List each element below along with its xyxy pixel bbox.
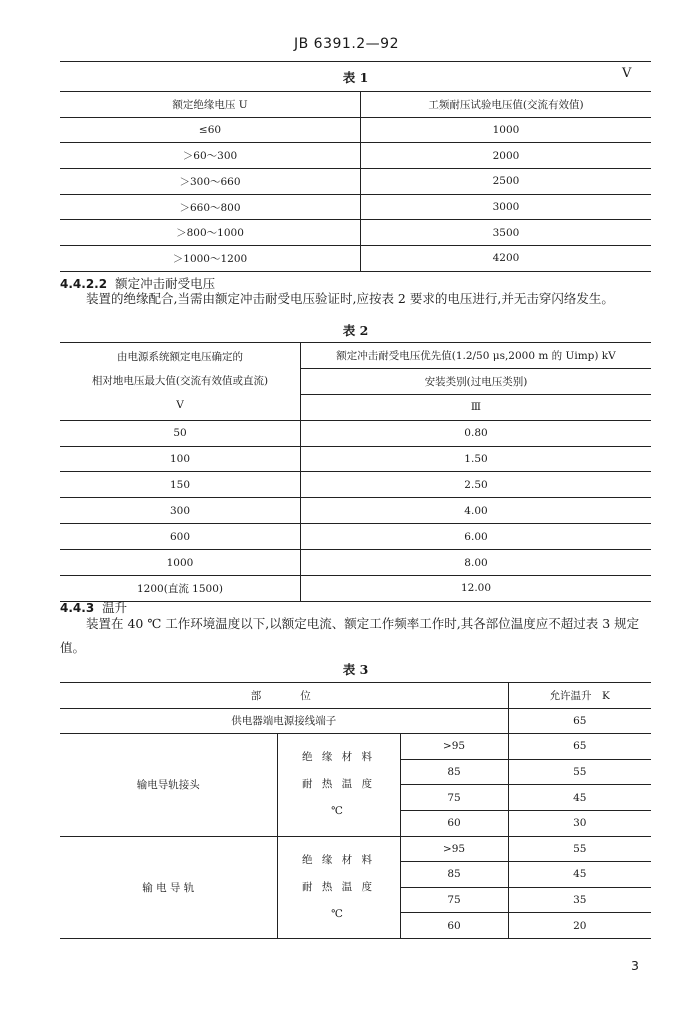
section-443-text: 装置在 40 ℃ 工作环境温度以下,以额定电流、额定工作频率工作时,其各部位温度应不超过表 3 规定值。 <box>60 616 640 655</box>
material-line: ℃ <box>331 907 346 920</box>
header-rule <box>60 61 651 62</box>
table2-header-impulse: 额定冲击耐受电压优先值(1.2/50 μs,2000 m 的 Uimp) kV <box>301 343 652 369</box>
table-row <box>60 143 651 169</box>
table-cell: ＞1000～1200 <box>60 246 361 272</box>
section-title: 温升 <box>102 600 128 615</box>
table-cell: 75 <box>400 785 508 811</box>
table2-header-left <box>60 343 301 421</box>
table-cell: ＞660～800 <box>60 194 361 220</box>
table-row <box>60 343 651 369</box>
table-cell: 600 <box>60 524 301 550</box>
table-row <box>60 420 651 446</box>
table-cell: 12.00 <box>460 582 492 595</box>
table-cell: 1.50 <box>301 446 652 472</box>
table-cell: 30 <box>508 810 651 836</box>
section-4422-text: 装置的绝缘配合,当需由额定冲击耐受电压验证时,应按表 2 要求的电压进行,并无击穿闪络发生。 <box>86 291 614 306</box>
material-line: ℃ <box>331 805 346 818</box>
table3-terminal-part: 供电器端电源接线端子 <box>60 708 508 734</box>
table-row <box>60 169 651 195</box>
standard-header: JB 6391.2—92 <box>294 36 399 52</box>
table-cell: >95 <box>400 734 508 760</box>
table-cell: 1200(直流 1500) <box>60 576 301 602</box>
table-row <box>60 117 651 143</box>
table-cell: 3000 <box>361 194 652 220</box>
table-row <box>60 836 651 862</box>
table-row <box>60 446 651 472</box>
table-cell: ＞60～300 <box>60 143 361 169</box>
table-cell: 1000 <box>60 550 301 576</box>
header-line: V <box>176 399 184 412</box>
table-cell: 4200 <box>492 252 520 265</box>
material-line: 绝 缘 材 料 <box>301 751 375 764</box>
material-line: 绝 缘 材 料 <box>301 853 375 866</box>
table-row <box>60 498 651 524</box>
table-cell: 60 <box>400 810 508 836</box>
table-row <box>60 683 651 709</box>
table-cell: 50 <box>60 420 301 446</box>
table1-caption: 表 1 <box>342 70 369 85</box>
table-cell: 60 <box>400 913 508 939</box>
table-cell: 6.00 <box>301 524 652 550</box>
table-cell: 2500 <box>361 169 652 195</box>
table-cell: 2.50 <box>301 472 652 498</box>
table-cell: 85 <box>400 759 508 785</box>
table3-header-part: 部 位 <box>60 683 508 709</box>
table-cell: ＞800～1000 <box>60 220 361 246</box>
header-text: 工频耐压试验电压值(交流有效值) <box>428 98 584 111</box>
table3-group1-part: 输电导轨接头 <box>60 734 277 836</box>
table-cell: 100 <box>60 446 301 472</box>
table-cell: 45 <box>508 785 651 811</box>
table3-group2-part: 输 电 导 轨 <box>60 836 277 938</box>
section-title: 额定冲击耐受电压 <box>115 276 216 291</box>
table-row <box>60 576 651 602</box>
material-line: 耐 热 温 度 <box>301 778 375 791</box>
header-text: 额定绝缘电压 U <box>172 98 248 111</box>
table-cell: 4.00 <box>301 498 652 524</box>
table-row <box>60 92 651 118</box>
table-row <box>60 194 651 220</box>
table3-caption: 表 3 <box>342 662 369 677</box>
table-row <box>60 734 651 760</box>
table-cell: >95 <box>400 836 508 862</box>
table-cell: 300 <box>60 498 301 524</box>
table-cell: 65 <box>508 734 651 760</box>
header-line: 由电源系统额定电压确定的 <box>117 351 243 364</box>
section-number: 4.4.3 <box>60 601 95 615</box>
table2-caption: 表 2 <box>342 323 369 338</box>
material-line: 耐 热 温 度 <box>301 880 375 893</box>
table3-terminal-rise: 65 <box>508 708 651 734</box>
table-cell: 75 <box>400 887 508 913</box>
table-cell: 35 <box>508 887 651 913</box>
table3 <box>60 682 651 939</box>
table-cell: 45 <box>508 862 651 888</box>
table2-header-class: Ⅲ <box>301 394 652 420</box>
table-row <box>60 246 651 272</box>
table-row <box>60 524 651 550</box>
table-cell: 1000 <box>361 117 652 143</box>
table-cell: ≤60 <box>60 117 361 143</box>
table3-group1-material <box>277 734 400 836</box>
table2 <box>60 342 651 602</box>
table2-header-category: 安装类别(过电压类别) <box>301 368 652 394</box>
table-cell: 2000 <box>361 143 652 169</box>
table1-header-test-voltage <box>361 92 652 118</box>
table-cell: 8.00 <box>301 550 652 576</box>
page-number: 3 <box>631 958 639 973</box>
table-cell: 55 <box>508 836 651 862</box>
table-row <box>60 708 651 734</box>
table1-header-voltage <box>60 92 361 118</box>
table-row <box>60 550 651 576</box>
table-row <box>60 472 651 498</box>
table-cell: 3500 <box>361 220 652 246</box>
table-cell: 0.80 <box>301 420 652 446</box>
table3-header-rise: 允许温升 K <box>508 683 651 709</box>
table-cell: 55 <box>508 759 651 785</box>
table1 <box>60 91 651 272</box>
table-cell: ＞300～660 <box>60 169 361 195</box>
table-cell: 20 <box>573 919 587 932</box>
table-row <box>60 220 651 246</box>
section-number: 4.4.2.2 <box>60 277 108 291</box>
table1-unit: V <box>622 66 632 81</box>
table3-group2-material <box>277 836 400 938</box>
table-cell: 85 <box>400 862 508 888</box>
table-cell: 150 <box>60 472 301 498</box>
header-line: 相对地电压最大值(交流有效值或直流) <box>91 375 269 388</box>
